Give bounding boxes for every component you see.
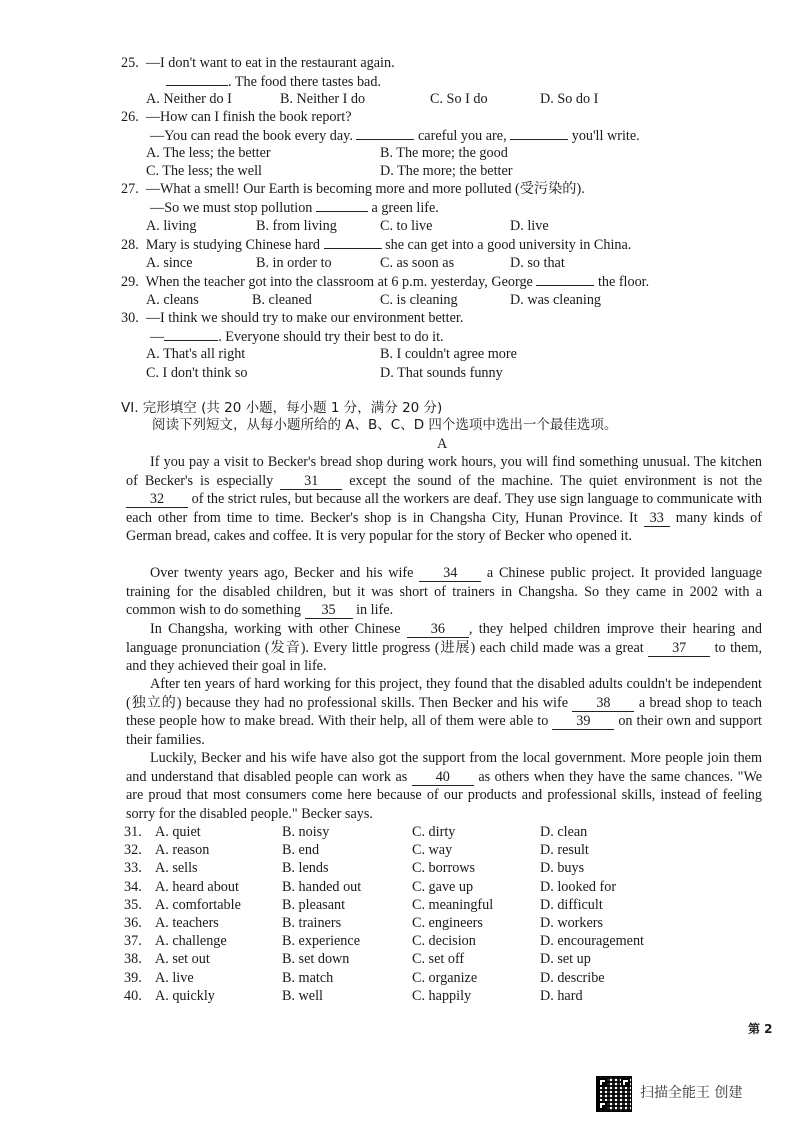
cloze-option-b: B. well: [282, 987, 323, 1004]
qr-code-icon: [596, 1076, 632, 1112]
cloze-blank-32: 32: [126, 492, 188, 508]
question-text: —How can I finish the book report?: [145, 109, 352, 125]
passage-text: a Chinese public project. It provided language training for the disabled children, but it was short of trainers in Changsha. So they came in 2002 with a common wish to do something: [126, 565, 762, 619]
cloze-option-a: A. live: [155, 969, 194, 986]
option-b: B. in order to: [256, 255, 332, 271]
cloze-option-b: B. set down: [282, 951, 350, 968]
question-text: a green life.: [371, 200, 439, 216]
cloze-blank-37: 37: [648, 641, 710, 657]
cloze-option-b: B. handed out: [282, 878, 362, 895]
q27-stem: [121, 180, 585, 198]
passage-paragraph-3: [126, 620, 762, 676]
cloze-question-number: 40.: [124, 987, 142, 1004]
question-text: . The food there tastes bad.: [228, 74, 381, 90]
cloze-option-c: C. gave up: [412, 878, 474, 895]
cloze-blank-40: 40: [412, 770, 474, 786]
cloze-option-a: A. challenge: [155, 933, 227, 950]
question-number: 29.: [121, 274, 139, 290]
option-d: D. was cleaning: [510, 292, 602, 308]
passage-text: If you pay a visit to Becker's bread shop during work hours, you will find something unusual. The kitchen of Becker's is especially: [126, 454, 762, 489]
option-a: A. Neither do I: [146, 91, 232, 107]
question-number: 30.: [121, 310, 139, 326]
cloze-option-c: C. decision: [412, 933, 476, 950]
answer-blank: [324, 235, 382, 249]
passage-paragraph-1: [126, 453, 762, 546]
section-title: VI. 完形填空 (共 20 小题，每小题 1 分，满分 20 分): [121, 400, 443, 416]
cloze-question-number: 38.: [124, 951, 142, 968]
cloze-question-number: 33.: [124, 860, 142, 877]
cloze-question-number: 32.: [124, 842, 142, 859]
passage-text: After ten years of hard working for this project, they found that the disabled adults couldn't be independent (独立的) because they had no professional skills. Then Becker and his wife: [126, 676, 762, 711]
passage-text: Luckily, Becker and his wife have also got the support from the local government. More people join them and understand that disabled people can work as: [126, 750, 762, 785]
question-text: When the teacher got into the classroom at 6 p.m. yesterday, George: [145, 274, 533, 290]
question-text: —So we must stop pollution: [150, 200, 313, 216]
passage-text: to them, and they achieved their goal in life.: [126, 639, 763, 675]
cloze-blank-34: 34: [419, 566, 481, 582]
passage-paragraph-5: [126, 749, 762, 823]
option-c: C. to live: [380, 218, 433, 234]
cloze-blank-35: 35: [305, 603, 353, 619]
cloze-option-a: A. quiet: [155, 824, 201, 840]
cloze-option-a: A. set out: [155, 951, 210, 968]
passage-text: Over twenty years ago, Becker and his wife: [150, 565, 414, 581]
cloze-question-number: 36.: [124, 915, 142, 931]
question-text: —I think we should try to make our environment better.: [145, 310, 464, 326]
option-d: D. live: [510, 218, 549, 234]
cloze-option-c: C. borrows: [412, 860, 476, 877]
question-text: —: [150, 329, 165, 345]
cloze-option-d: D. looked for: [540, 878, 617, 895]
cloze-option-d: D. workers: [540, 915, 604, 931]
cloze-option-d: D. set up: [540, 951, 591, 968]
option-b: B. The more; the good: [380, 145, 508, 161]
question-text: —You can read the book every day.: [150, 128, 353, 144]
answer-blank: [536, 272, 594, 286]
option-c: C. So I do: [430, 91, 488, 107]
cloze-option-a: A. comfortable: [155, 896, 241, 913]
answer-blank: [166, 72, 228, 86]
option-d: D. The more; the better: [380, 163, 513, 179]
cloze-option-b: B. noisy: [282, 824, 330, 840]
question-number: 25.: [121, 55, 139, 71]
q29-stem: [121, 272, 649, 291]
cloze-option-c: C. engineers: [412, 915, 483, 931]
passage-paragraph-4: [126, 675, 762, 749]
page-number: 第 2: [748, 1022, 773, 1036]
q25-stem: [121, 54, 395, 72]
cloze-option-d: D. describe: [540, 969, 605, 986]
answer-blank: [356, 126, 414, 140]
answer-blank: [316, 198, 368, 212]
passage-text: , they helped children improve their hearing and language pronunciation (发音). Every little progress (进展) each child made was a great: [126, 621, 763, 656]
option-d: D. That sounds funny: [380, 365, 503, 381]
question-text: —What a smell! Our Earth is becoming more and more polluted (受污染的).: [145, 181, 585, 197]
passage-paragraph-2: [126, 564, 762, 620]
option-c: C. The less; the well: [146, 163, 262, 179]
question-text: the floor.: [597, 274, 650, 290]
cloze-option-a: A. teachers: [155, 915, 219, 931]
question-text: Mary is studying Chinese hard: [145, 237, 320, 253]
passage-label: A: [437, 436, 448, 452]
scanner-watermark: 扫描全能王 创建: [640, 1085, 743, 1101]
cloze-option-c: C. organize: [412, 969, 478, 986]
option-a: A. since: [146, 255, 193, 271]
passage-text: of the strict rules, but because all the workers are deaf. They use sign language to communicate with each other from time to time. Becker's shop is in Changsha City, Hunan Province. It: [126, 491, 763, 526]
option-a: A. living: [146, 218, 197, 234]
cloze-option-a: A. sells: [155, 860, 198, 877]
cloze-option-b: B. end: [282, 842, 320, 859]
cloze-option-a: A. heard about: [155, 878, 239, 895]
cloze-blank-31: 31: [280, 474, 342, 490]
cloze-blank-39: 39: [552, 714, 614, 730]
question-number: 28.: [121, 237, 139, 253]
option-a: A. cleans: [146, 292, 199, 308]
q30-answer-line: [150, 327, 444, 346]
cloze-option-c: C. set off: [412, 951, 465, 968]
option-b: B. I couldn't agree more: [380, 346, 517, 362]
q26-answer-line: [150, 126, 640, 145]
cloze-blank-36: 36: [407, 622, 469, 638]
cloze-option-d: D. hard: [540, 987, 583, 1004]
cloze-option-d: D. encouragement: [540, 933, 644, 950]
q27-answer-line: [150, 198, 439, 217]
option-b: B. cleaned: [252, 292, 312, 308]
cloze-blank-33: 33: [644, 511, 670, 527]
question-text: she can get into a good university in China.: [385, 237, 632, 253]
cloze-question-number: 39.: [124, 969, 142, 986]
passage-text: In Changsha, working with other Chinese: [150, 621, 401, 637]
q25-answer-line: [166, 72, 381, 91]
answer-blank: [164, 327, 218, 341]
option-c: C. is cleaning: [380, 292, 458, 308]
question-number: 26.: [121, 109, 139, 125]
cloze-option-d: D. difficult: [540, 896, 603, 913]
cloze-option-a: A. reason: [155, 842, 210, 859]
option-c: C. as soon as: [380, 255, 455, 271]
cloze-question-number: 31.: [124, 824, 142, 840]
cloze-question-number: 37.: [124, 933, 142, 950]
q28-stem: [121, 235, 631, 254]
passage-text: many kinds of German bread, cakes and coffee. It is very popular for the story of Becker who opened it.: [126, 509, 762, 545]
cloze-question-number: 34.: [124, 878, 142, 895]
question-text: . Everyone should try their best to do it.: [218, 329, 444, 345]
option-c: C. I don't think so: [146, 365, 248, 381]
cloze-option-c: C. meaningful: [412, 896, 494, 913]
option-d: D. so that: [510, 255, 565, 271]
q26-stem: [121, 108, 352, 126]
cloze-option-c: C. way: [412, 842, 453, 859]
cloze-blank-38: 38: [572, 696, 634, 712]
question-text: —I don't want to eat in the restaurant again.: [145, 55, 395, 71]
cloze-option-b: B. match: [282, 969, 334, 986]
passage-text: on their own and support their families.: [126, 713, 762, 748]
cloze-option-b: B. trainers: [282, 915, 342, 931]
passage-text: except the sound of the machine. The quiet environment is not the: [349, 472, 762, 489]
passage-text: a bread shop to teach these people how to make bread. With their help, all of them were able to: [126, 694, 763, 730]
option-a: A. That's all right: [146, 346, 246, 362]
cloze-option-d: D. result: [540, 842, 589, 859]
passage-text: in life.: [356, 602, 394, 619]
question-text: careful you are,: [418, 128, 507, 144]
cloze-option-c: C. happily: [412, 987, 472, 1004]
cloze-option-d: D. buys: [540, 860, 585, 877]
option-d: D. So do I: [540, 91, 599, 107]
cloze-option-b: B. lends: [282, 860, 329, 877]
q30-stem: [121, 309, 463, 327]
question-text: you'll write.: [571, 128, 640, 144]
cloze-option-b: B. experience: [282, 933, 360, 950]
passage-text: as others when they have the same chances. "We are proud that most consumers come here because of our products and professional skills, instead of feeling sorry for the disabled people." Becker says.: [126, 768, 763, 822]
option-b: B. from living: [256, 218, 337, 234]
option-b: B. Neither I do: [280, 91, 366, 107]
cloze-option-c: C. dirty: [412, 824, 456, 840]
option-a: A. The less; the better: [146, 145, 271, 161]
section-instruction: 阅读下列短文，从每小题所给的 A、B、C、D 四个选项中选出一个最佳选项。: [152, 417, 618, 433]
cloze-option-a: A. quickly: [155, 987, 215, 1004]
cloze-option-d: D. clean: [540, 824, 588, 840]
question-number: 27.: [121, 181, 139, 197]
cloze-option-b: B. pleasant: [282, 896, 346, 913]
answer-blank: [510, 126, 568, 140]
cloze-question-number: 35.: [124, 896, 142, 913]
